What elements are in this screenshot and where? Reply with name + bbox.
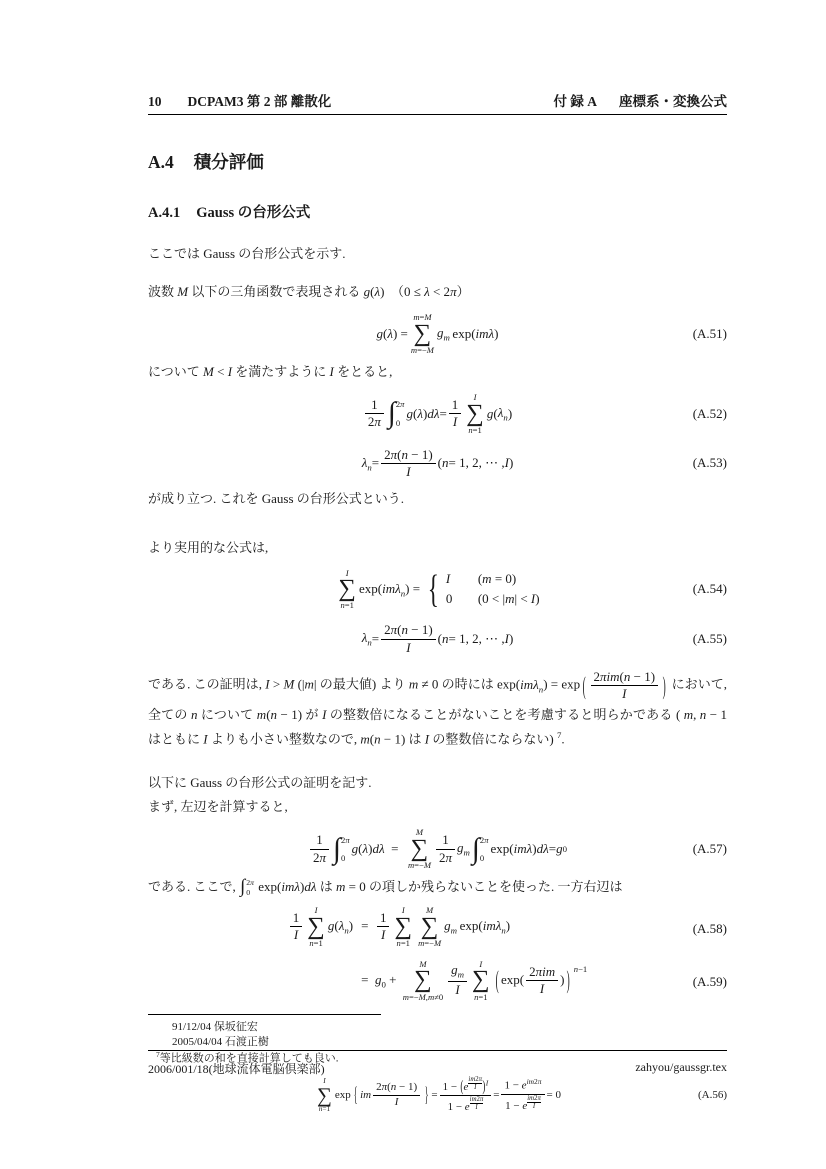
footer-right: zahyou/gaussgr.tex [635,1060,727,1074]
equation-a55-label: (A.55) [692,631,727,647]
equation-a58-rhs: = $\frac{1}{I}$ I ∑ n=1 M ∑ m=−M $g_m$ exp(imλ$_n$) [361,904,511,948]
equation-a59-label: (A.59) [692,974,727,990]
header-left [148,90,331,110]
paragraph-first-lhs: まず, 左辺を計算すると, [148,799,288,815]
equation-a58-lhs: $\frac{1}{I}$ I ∑ n=1 $g(\lambda_n)$ [288,905,353,949]
header-page-number: 10 [148,94,162,109]
footer-left: 2006/001/18(地球流体電脳倶楽部) [148,1062,325,1076]
footnote-revision-2: 2005/04/04 石渡正樹 [172,1036,269,1049]
section-number: A.4 [148,152,174,172]
equation-a54-label: (A.54) [692,581,727,597]
equation-a58-a59-block [148,905,727,1002]
paragraph-intro: ここでは Gauss の台形公式を示す. [148,246,346,261]
footnote-revision-1: 91/12/04 保坂征宏 [172,1021,258,1034]
header-right [554,90,728,110]
equation-a53 [148,443,727,483]
equation-a52-label: (A.52) [692,405,727,421]
page-footer [148,1050,727,1077]
equation-a56-label: (A.56) [697,1089,727,1102]
equation-a59-rhs: = $g_0$ + M ∑ m=−M,m≠0 $\frac{g_m}{I}$ I ∑ n=1 ( exp( $\frac{\text{2πim}}{I}$ ) ) n−1 [361,958,588,1002]
header-appendix-label: 付 録 A [553,94,597,109]
header-rule [148,114,727,115]
subsection-number: A.4.1 [148,205,181,221]
section-title: 積分評価 [193,152,264,172]
equation-a56-math: I ∑ n=1 exp { im $\frac{2\pi(n - 1)}{I}$ } = 1 − (e $^{\frac{im2\pi}{I}}$ )$^I$ 1 − e $^{\frac{im2\pi}{I}}$ = $1 - e^{im2\pi}$ 1 − e $^{\frac{im2\pi}{I}}$ = 0 [317,1075,561,1114]
equation-a57 [148,827,727,871]
equation-a52 [148,392,727,436]
equation-a54-math: I ∑ n=1 exp( imλ$_n$ ) = { I (m = 0) 0 (0 < |m| < I) [338,567,540,611]
footer-rule [148,1050,727,1051]
equation-a55-math: $\lambda_n$ = $\frac{2\pi(n - 1)}{I}$ ( n = 1, 2, ⋯ , I ) [361,622,514,655]
running-header [148,0,727,110]
footnote-rule [148,1014,381,1015]
paragraph-wavenumber: 波数 M 以下の三角函数で表現される g(λ) （0 ≤ λ < 2π） [148,284,470,300]
subsection-title: Gauss の台形公式 [196,205,311,221]
paragraph-practical: より実用的な公式は, [148,539,269,555]
equation-a51-label: (A.51) [692,325,727,341]
section-heading [148,149,727,174]
paragraph-proof-note: である. この証明は, I > M (|m| の最大値) より m ≠ 0 の時には exp(imλ$_n$) = exp ( $\frac{\text{2πim(n − 1)}}{I}$ ) において, 全ての n について m(n − 1) が I の整数倍になることがないことを考慮すると明らかである ( m, n − 1 はともに I よりも小さい整数なので, m(n − 1) は I の整数倍にならない) $^7$. [148,669,728,747]
equation-a57-label: (A.57) [692,841,727,857]
equation-a53-label: (A.53) [692,455,727,471]
equation-a55 [148,619,727,659]
paragraph-holds: が成り立つ. これを Gauss の台形公式という. [148,491,405,507]
equation-a56 [148,1072,727,1118]
equation-a53-math: $\lambda_n$ = $\frac{2\pi(n - 1)}{I}$ ( n = 1, 2, ⋯ , I ) [361,446,514,479]
header-right-title: 座標系・変換公式 [619,94,727,109]
equation-a54 [148,568,727,612]
equation-a51-math: g ( λ ) = m=M ∑ m=−M $g_m$ exp( imλ ) [376,312,499,356]
page-content [148,0,727,1122]
header-left-title: DCPAM3 第 2 部 離散化 [187,94,332,109]
paragraph-about-I: について M < I を満たすように I をとると, [148,363,393,379]
paragraph-below-proof: 以下に Gauss の台形公式の証明を記す. [148,775,372,791]
footer-row [148,1060,727,1077]
subsection-heading [148,201,727,222]
paragraph-used: である. ここで, ∫ 2π 0 exp(imλ)dλ は m = 0 の項しか残らないことを使った. 一方右辺は [148,876,623,898]
equation-a57-math: $\frac{1}{2\pi}$ ∫ 2π 0 g ( λ ) dλ = M ∑ m=−M $\frac{1}{2\pi}$ $g_m$ ∫ 2π 0 exp( imλ ) dλ = g 0 [308,827,567,871]
equation-a51 [148,312,727,356]
equation-a52-math: $\frac{1}{2\pi}$ ∫ 2π 0 g ( λ ) dλ = $\frac{1}{I}$ I ∑ n=1 g ( $\lambda_n$ ) [363,392,512,436]
footnote-7: $^7$等比級数の和を直接計算しても良い. [156,1049,339,1065]
equation-align-grid [148,905,727,1002]
equation-a58-label: (A.58) [692,920,727,936]
